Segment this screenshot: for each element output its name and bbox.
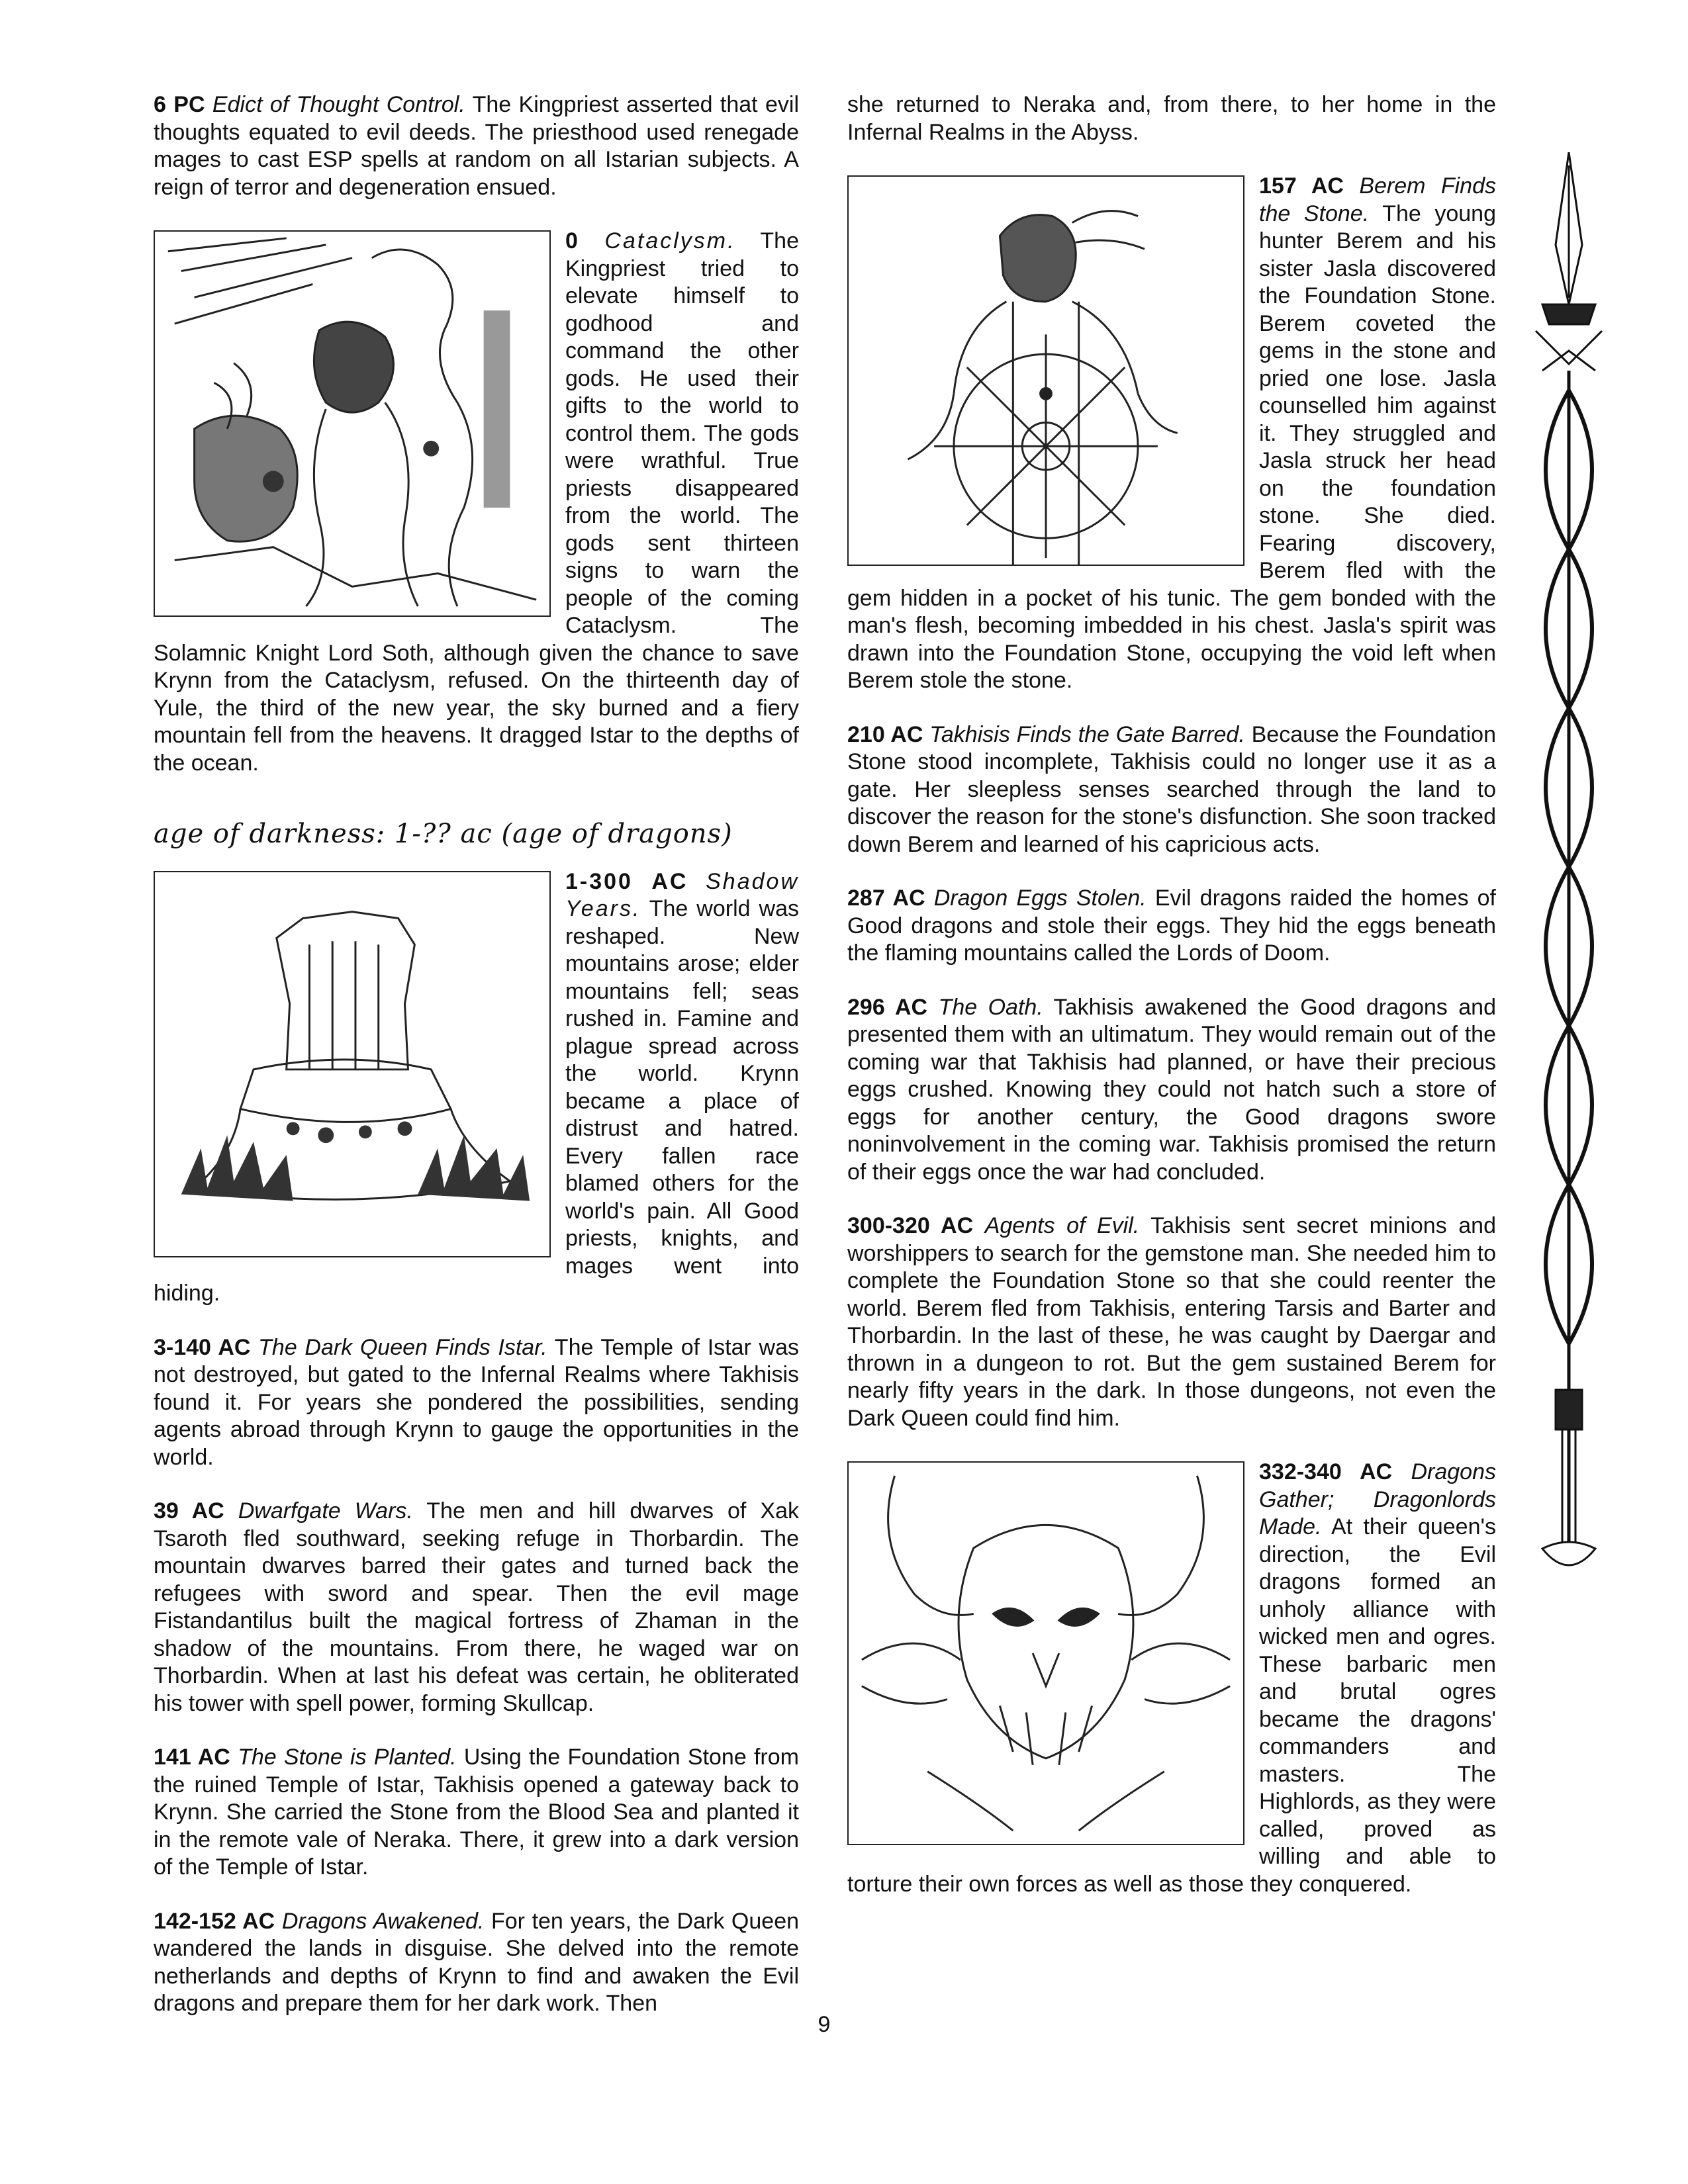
entry-lead: 6 PC [154, 92, 205, 117]
entry-lead: 1-300 AC [565, 868, 688, 894]
entry-lead: 296 AC [847, 994, 928, 1020]
entry-text: Takhisis sent secret minions and worshippers to search for the gemstone man. She needed him to complete the Foundation Stone so that she could reenter the world. Berem fled from Takhisis, entering Tarsis and Barter and Thorbardin. In the last of these, he was caught by Daergar and thrown in a dungeon to rot. But the gem sustained Berem for nearly fifty years in the dark. In those dungeons, not even the Dark Queen could find him. [847, 1213, 1496, 1431]
entry-287 [847, 885, 1496, 968]
section-heading: age of darkness: 1-?? ac (age of dragons) [154, 819, 733, 849]
entry-title: Edict of Thought Control. [212, 92, 465, 117]
berem-at-wheel-illustration [847, 175, 1244, 566]
entry-text: The Kingpriest tried to elevate himself to godhood and command the other gods. He used their gifts to the world to control them. The gods were wrathful. True priests disappeared from the world. The gods sent thirteen signs to warn the people of the coming Cataclysm. The Solamnic Knight Lord Soth, although given the chance to save Krynn from the Cataclysm, refused. On the thirteenth day of Yule, the third of the new year, the sky burned and a fiery mountain fell from the heavens. It dragged Istar to the depths of the ocean. [154, 228, 799, 776]
entry-lead: 0 [565, 228, 580, 253]
entry-lead: 332-340 AC [1259, 1459, 1393, 1484]
entry-title: Berem Finds the Stone. [1259, 173, 1496, 226]
entry-296 [847, 994, 1496, 1187]
entry-lead: 300-320 AC [847, 1213, 974, 1238]
entry-title: The Dark Queen Finds Istar. [258, 1334, 547, 1360]
entry-title: Dwarfgate Wars. [238, 1498, 413, 1524]
entry-332-340 [847, 1459, 1496, 1898]
entry-title: Agents of Evil. [984, 1213, 1140, 1238]
entry-6pc [154, 91, 799, 201]
entry-continued [847, 91, 1496, 146]
entry-text: The Kingpriest asserted that evil thoughts equated to evil deeds. The priesthood used renegade mages to cast ESP spells at random on all Istarian subjects. A reign of terror and degeneration ensued. [154, 92, 799, 200]
entry-text: The Temple of Istar was not destroyed, but gated to the Infernal Realms where Takhisis found it. For years she pondered the possibilities, sending agents abroad through Krynn to gauge the opportunities in the world. [154, 1334, 799, 1470]
cataclysm-illustration [154, 230, 551, 617]
entry-title: Dragon Eggs Stolen. [933, 886, 1147, 911]
entry-300-320 [847, 1212, 1496, 1432]
entry-text: At their queen's direction, the Evil dragons formed an unholy alliance with wicked men and ogres. These barbaric men and brutal ogres became the dragons' commanders and masters. The Highlords, as they were called, proved as willing and able to torture their own forces as well as those they conquered. [847, 1514, 1496, 1897]
entry-157 [847, 173, 1496, 695]
entry-210 [847, 721, 1496, 859]
entry-lead: 39 AC [154, 1498, 224, 1524]
entry-title: Cataclysm. [604, 228, 736, 253]
ruined-column-illustration [154, 871, 551, 1257]
entry-lead: 210 AC [847, 721, 923, 747]
entry-text: Evil dragons raided the homes of Good dragons and stole their eggs. They hid the eggs beneath the flaming mountains called the Lords of Doom. [847, 886, 1496, 966]
entry-39 [154, 1498, 799, 1717]
dragon-helm-illustration [847, 1461, 1244, 1845]
entry-title: Takhisis Finds the Gate Barred. [929, 721, 1245, 747]
entry-title: The Stone is Planted. [238, 1745, 457, 1770]
entry-text: Using the Foundation Stone from the ruined Temple of Istar, Takhisis opened a gateway back to Krynn. She carried the Stone from the Blood Sea and planted it in the remote vale of Neraka. There, it grew into a dark version of the Temple of Istar. [154, 1745, 799, 1880]
entry-title: Dragons Awakened. [281, 1908, 485, 1934]
entry-text: Takhisis awakened the Good dragons and presented them with an ultimatum. They would remain out of the coming war that Takhisis had planned, or have their precious eggs crushed. Knowing they could not hatch such a store of eggs for another century, the Good dragons swore noninvolvement in the coming war. Takhisis promised the return of their eggs once the war had concluded. [847, 994, 1497, 1185]
page-number: 9 [818, 2012, 831, 2037]
spear-border-ornament [1516, 152, 1622, 1595]
entry-text: The young hunter Berem and his sister Jasla discovered the Foundation Stone. Berem coveted the gems in the stone and pried one lose. Jasla counselled him against it. They struggled and Jasla struck her head on the foundation stone. She died. Fearing discovery, Berem fled with the gem hidden in a pocket of his tunic. The gem bonded with the man's flesh, becoming imbedded in his chest. Jasla's spirit was drawn into the Foundation Stone, occupying the void left when Berem stole the stone. [847, 201, 1496, 693]
entry-title: Dragons Gather; Dragonlords Made. [1259, 1459, 1496, 1539]
entry-lead: 141 AC [154, 1745, 230, 1770]
left-column [154, 91, 799, 2044]
entry-text: For ten years, the Dark Queen wandered the lands in disguise. She delved into the remote netherlands and depths of Krynn to find and awaken the Evil dragons and prepare them for her dark work. Then [154, 1908, 800, 2016]
entry-141 [154, 1744, 799, 1882]
entry-lead: 287 AC [847, 886, 925, 911]
entry-text: The men and hill dwarves of Xak Tsaroth fled southward, seeking refuge in Thorbardin. The mountain dwarves barred their gates and turned back the refugees with sword and spear. Then the evil mage Fistandantilus built the magical fortress of Zhaman in the shadow of the mountains. From there, he waged war on Thorbardin. When at last his defeat was certain, he obliterated his tower with spell power, forming Skullcap. [154, 1498, 799, 1716]
entry-text: Because the Foundation Stone stood incomplete, Takhisis could no longer use it as a gate. Her sleepless senses searched through the land to discover the reason for the stone's disfunction. She soon tracked down Berem and learned of his capricious acts. [847, 721, 1496, 857]
entry-lead: 142-152 AC [154, 1908, 275, 1934]
entry-lead: 157 AC [1259, 173, 1344, 199]
entry-1-300 [154, 868, 799, 1308]
entry-title: Shadow Years. [565, 868, 799, 921]
right-column [847, 91, 1496, 1925]
entry-142-152 [154, 1908, 799, 2018]
entry-text: The world was reshaped. New mountains arose; elder mountains fell; seas rushed in. Famine and plague spread across the world. Krynn became a place of distrust and hatred. Every fallen race blamed others for the world's pain. All Good priests, knights, and mages went into hiding. [154, 896, 799, 1306]
entry-lead: 3-140 AC [154, 1334, 251, 1360]
entry-3-140 [154, 1334, 799, 1472]
entry-text: she returned to Neraka and, from there, to her home in the Infernal Realms in the Abyss. [847, 92, 1496, 145]
entry-title: The Oath. [938, 994, 1043, 1020]
entry-0 [154, 228, 799, 777]
